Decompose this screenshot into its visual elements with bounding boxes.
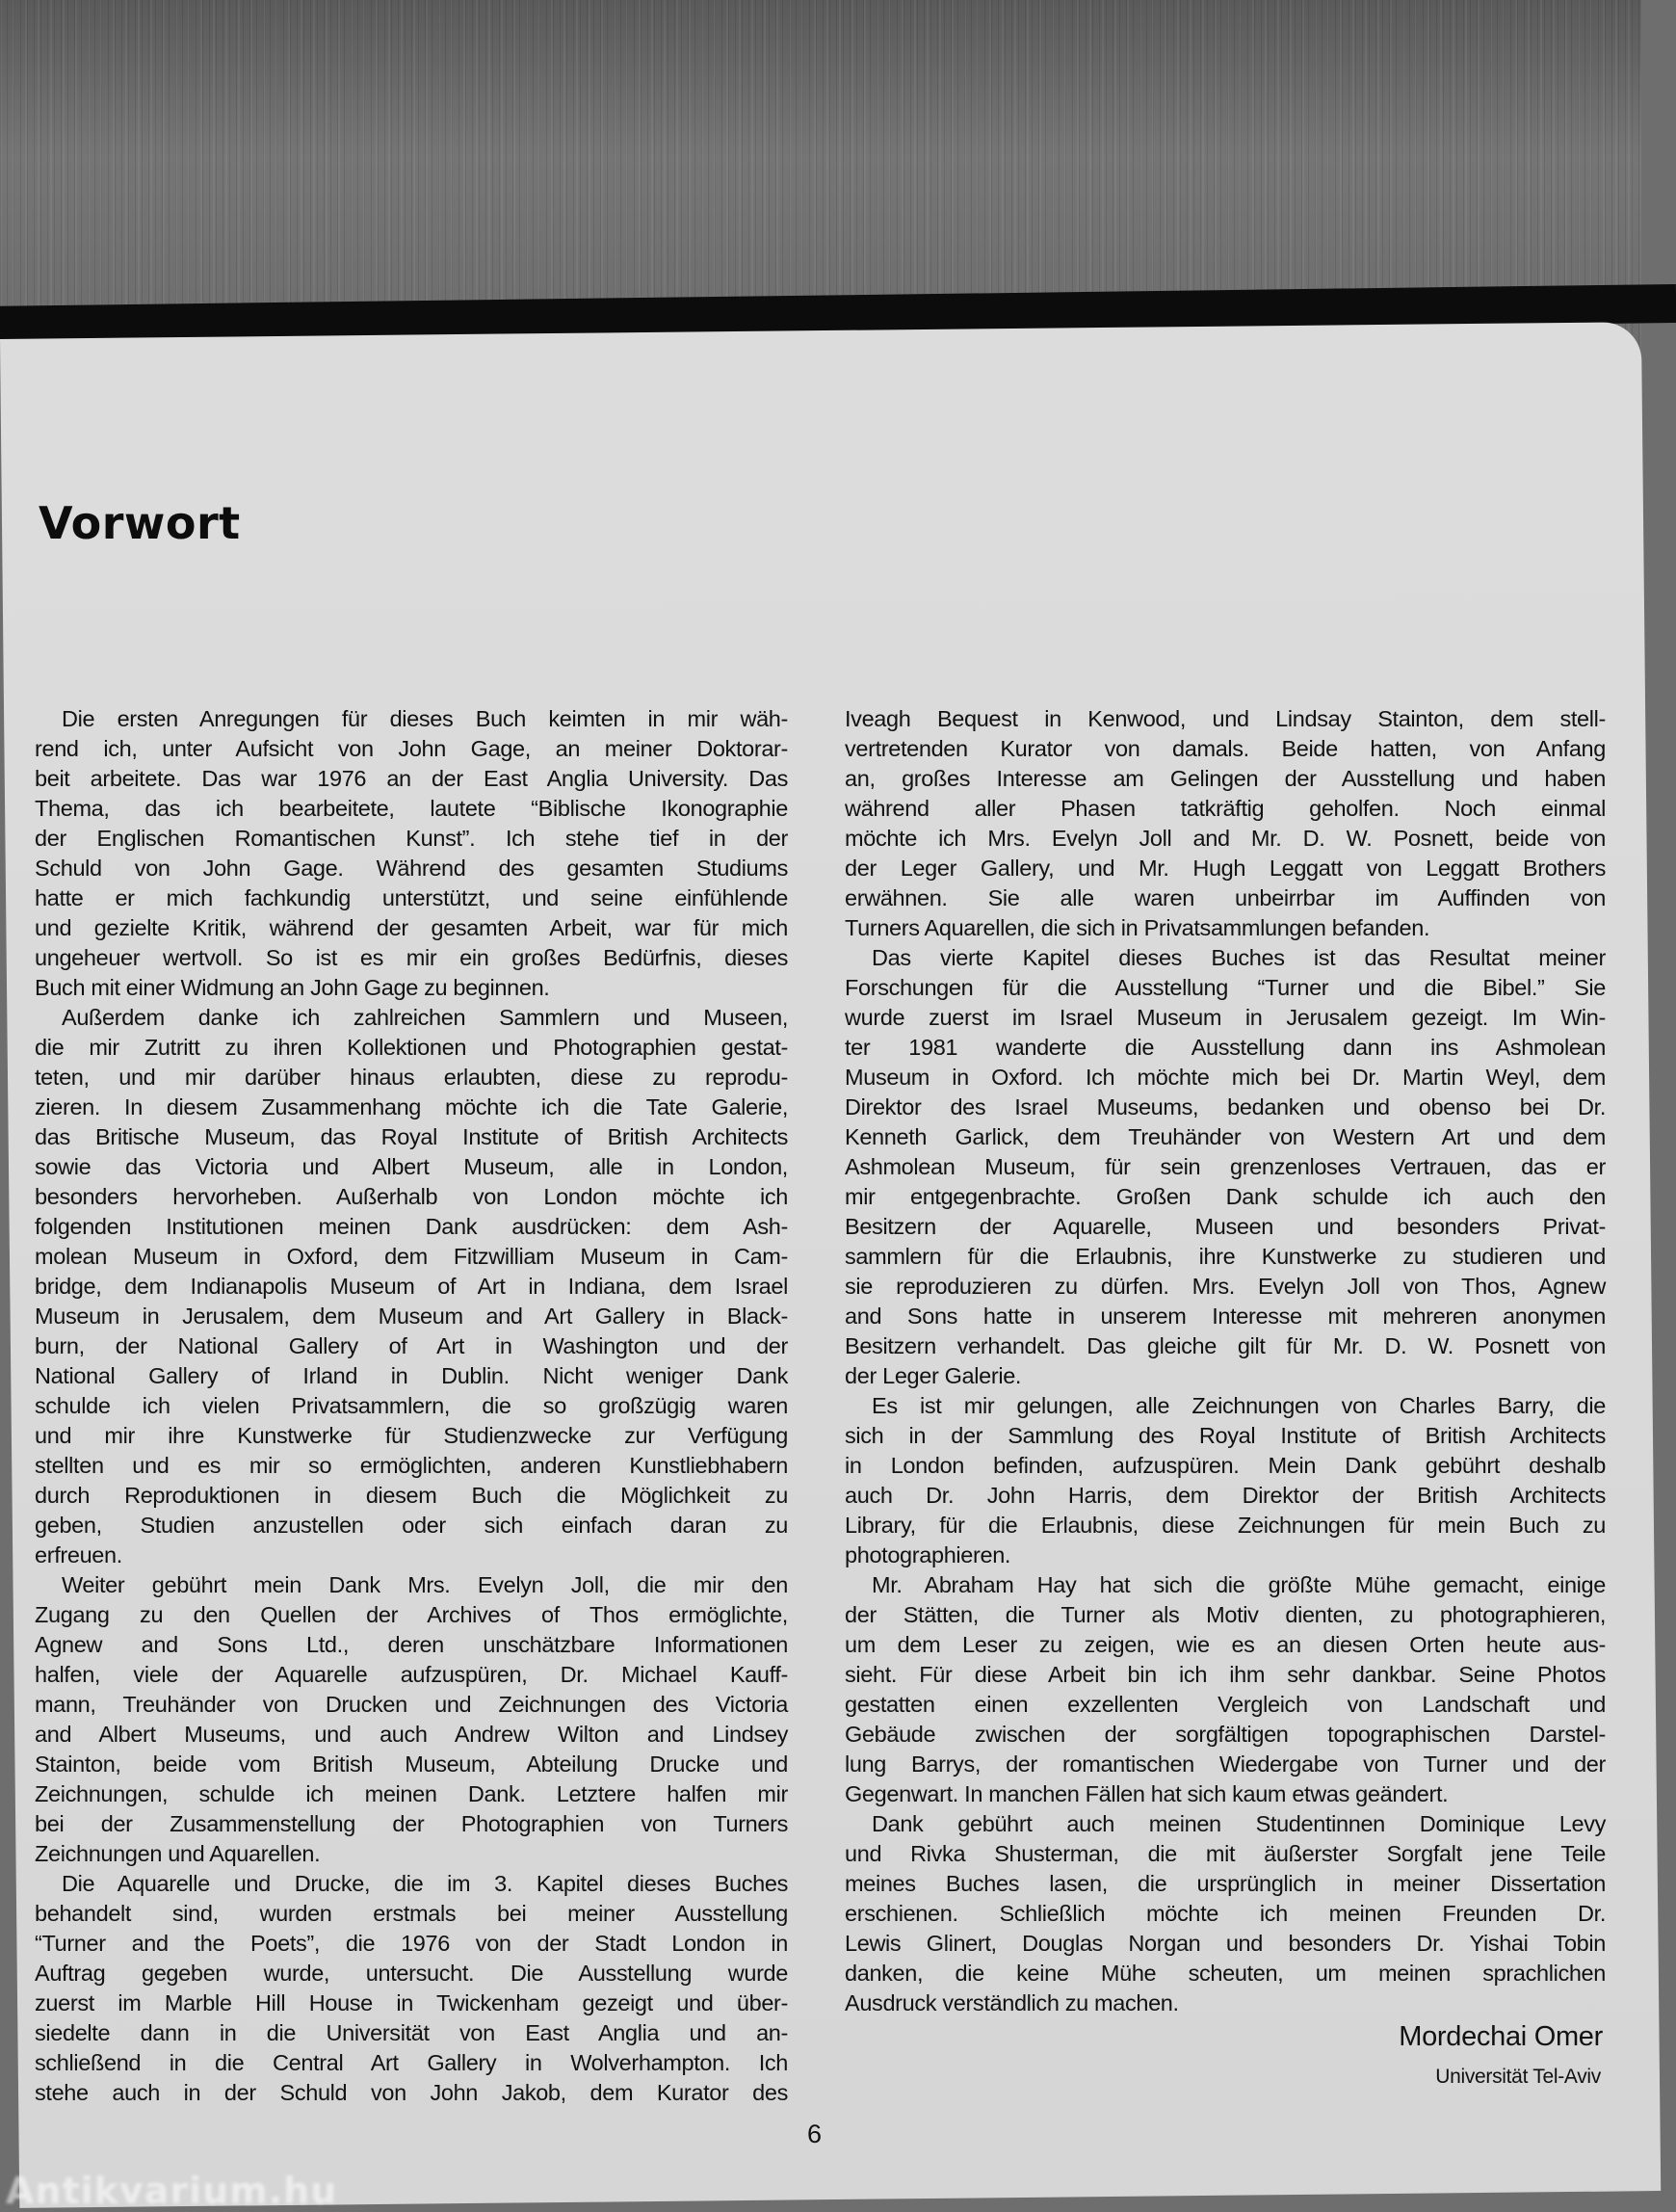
text-line: Schuld von John Gage. Während des gesamten Studiums xyxy=(35,856,788,881)
text-line: hatte er mich fachkundig unterstützt, und seine einfühlende xyxy=(35,885,788,910)
text-line: Zeichnungen, schulde ich meinen Dank. Letztere halfen mir xyxy=(35,1781,788,1806)
signature-name: Mordechai Omer xyxy=(1399,2021,1603,2052)
text-line: Ashmolean Museum, für sein grenzenloses Vertrauen, das er xyxy=(845,1154,1606,1179)
text-line: sowie das Victoria und Albert Museum, alle in London, xyxy=(35,1154,788,1179)
text-line: lung Barrys, der romantischen Wiedergabe von Turner und der xyxy=(845,1751,1606,1777)
text-line: “Turner and the Poets”, die 1976 von der Stadt London in xyxy=(35,1931,788,1956)
text-line: in London befinden, aufzuspüren. Mein Dank gebührt deshalb xyxy=(845,1453,1606,1478)
text-line: Agnew and Sons Ltd., deren unschätzbare Informationen xyxy=(35,1632,788,1657)
text-line: teten, und mir darüber hinaus erlaubten, diese zu reprodu- xyxy=(35,1065,788,1090)
text-line: Lewis Glinert, Douglas Norgan und besonders Dr. Yishai Tobin xyxy=(845,1931,1606,1956)
text-line: Es ist mir gelungen, alle Zeichnungen von Charles Barry, die xyxy=(872,1393,1606,1418)
text-line: molean Museum in Oxford, dem Fitzwilliam Museum in Cam- xyxy=(35,1244,788,1269)
text-line: erschienen. Schließlich möchte ich meinen Freunden Dr. xyxy=(845,1901,1606,1926)
text-line: Besitzern der Aquarelle, Museen und besonders Privat- xyxy=(845,1214,1606,1239)
text-line: Iveagh Bequest in Kenwood, und Lindsay Stainton, dem stell- xyxy=(845,706,1606,731)
text-line: beit arbeitete. Das war 1976 an der East Anglia University. Das xyxy=(35,766,788,791)
text-line: an, großes Interesse am Gelingen der Ausstellung und haben xyxy=(845,766,1606,791)
page-number: 6 xyxy=(807,2120,823,2148)
text-line: Mr. Abraham Hay hat sich die größte Mühe gemacht, einige xyxy=(872,1572,1606,1597)
text-line: Außerdem danke ich zahlreichen Sammlern und Museen, xyxy=(62,1005,788,1030)
text-line: ungeheuer wertvoll. So ist es mir ein großes Bedürfnis, dieses xyxy=(35,945,788,970)
text-line: mir entgegenbrachte. Großen Dank schulde ich auch den xyxy=(845,1184,1606,1209)
text-line: bei der Zusammenstellung der Photographien von Turners xyxy=(35,1811,788,1836)
text-line: rend ich, unter Aufsicht von John Gage, an meiner Doktorar- xyxy=(35,736,788,761)
text-line: der Stätten, die Turner als Motiv dienten, zu photographieren, xyxy=(845,1602,1606,1627)
text-line: Library, für die Erlaubnis, diese Zeichnungen für mein Buch zu xyxy=(845,1513,1606,1538)
text-line: während aller Phasen tatkräftig geholfen. Noch einmal xyxy=(845,796,1606,821)
signature-affiliation: Universität Tel-Aviv xyxy=(1435,2066,1601,2088)
text-line: National Gallery of Irland in Dublin. Nicht weniger Dank xyxy=(35,1363,788,1388)
text-line: behandelt sind, wurden erstmals bei meiner Ausstellung xyxy=(35,1901,788,1926)
page-title: Vorwort xyxy=(39,497,241,549)
text-line: halfen, viele der Aquarelle aufzuspüren, Dr. Michael Kauff- xyxy=(35,1662,788,1687)
text-line: wurde zuerst im Israel Museum in Jerusalem gezeigt. Im Win- xyxy=(845,1005,1606,1030)
text-line: burn, der National Gallery of Art in Washington und der xyxy=(35,1333,788,1358)
text-line: siedelte dann in die Universität von East Anglia und an- xyxy=(35,2020,788,2045)
text-line: Die Aquarelle und Drucke, die im 3. Kapitel dieses Buches xyxy=(62,1871,788,1896)
text-line: der Leger Gallery, und Mr. Hugh Leggatt von Leggatt Brothers xyxy=(845,856,1606,881)
text-line: photographieren. xyxy=(845,1542,1011,1567)
text-line: and Sons hatte in unserem Interesse mit mehreren anonymen xyxy=(845,1304,1606,1329)
text-line: möchte ich Mrs. Evelyn Joll and Mr. D. W. Posnett, beide von xyxy=(845,826,1606,851)
text-line: Thema, das ich bearbeitete, lautete “Biblische Ikonographie xyxy=(35,796,788,821)
text-line: sammlern für die Erlaubnis, ihre Kunstwerke zu studieren und xyxy=(845,1244,1606,1269)
text-line: das Britische Museum, das Royal Institute of British Architects xyxy=(35,1124,788,1149)
text-line: erfreuen. xyxy=(35,1542,122,1567)
text-line: Buch mit einer Widmung an John Gage zu beginnen. xyxy=(35,975,550,1000)
text-line: Forschungen für die Ausstellung “Turner und die Bibel.” Sie xyxy=(845,975,1606,1000)
text-line: Das vierte Kapitel dieses Buches ist das Resultat meiner xyxy=(872,945,1606,970)
text-line: meines Buches lasen, die ursprünglich in meiner Dissertation xyxy=(845,1871,1606,1896)
text-line: Gegenwart. In manchen Fällen hat sich kaum etwas geändert. xyxy=(845,1781,1449,1806)
text-line: schulde ich vielen Privatsammlern, die so großzügig waren xyxy=(35,1393,788,1418)
text-line: ter 1981 wanderte die Ausstellung dann ins Ashmolean xyxy=(845,1035,1606,1060)
text-line: vertretenden Kurator von damals. Beide hatten, von Anfang xyxy=(845,736,1606,761)
text-line: um dem Leser zu zeigen, wie es an diesen Orten heute aus- xyxy=(845,1632,1606,1657)
text-line: schließend in die Central Art Gallery in Wolverhampton. Ich xyxy=(35,2050,788,2075)
text-line: Ausdruck verständlich zu machen. xyxy=(845,1990,1179,2015)
text-line: geben, Studien anzustellen oder sich einfach daran zu xyxy=(35,1513,788,1538)
text-line: bridge, dem Indianapolis Museum of Art in Indiana, dem Israel xyxy=(35,1274,788,1299)
watermark: Antikvarium.hu xyxy=(6,2170,338,2212)
text-line: Direktor des Israel Museums, bedanken und obenso bei Dr. xyxy=(845,1094,1606,1119)
text-line: stehe auch in der Schuld von John Jakob, dem Kurator des xyxy=(35,2080,788,2105)
text-line: zuerst im Marble Hill House in Twickenham gezeigt und über- xyxy=(35,1990,788,2015)
text-line: Besitzern verhandelt. Das gleiche gilt für Mr. D. W. Posnett von xyxy=(845,1333,1606,1358)
text-line: folgenden Institutionen meinen Dank ausdrücken: dem Ash- xyxy=(35,1214,788,1239)
text-line: mann, Treuhänder von Drucken und Zeichnungen des Victoria xyxy=(35,1692,788,1717)
text-line: und gezielte Kritik, während der gesamten Arbeit, war für mich xyxy=(35,915,788,940)
text-line: Die ersten Anregungen für dieses Buch keimten in mir wäh- xyxy=(62,706,788,731)
text-line: Zeichnungen und Aquarellen. xyxy=(35,1841,321,1866)
text-line: sich in der Sammlung des Royal Institute of British Architects xyxy=(845,1423,1606,1448)
text-line: und mir ihre Kunstwerke für Studienzwecke zur Verfügung xyxy=(35,1423,788,1448)
text-line: die mir Zutritt zu ihren Kollektionen und Photographien gestat- xyxy=(35,1035,788,1060)
text-line: auch Dr. John Harris, dem Direktor der British Architects xyxy=(845,1483,1606,1508)
text-column-left xyxy=(35,704,788,2108)
text-line: stellten und es mir so ermöglichten, anderen Kunstliebhabern xyxy=(35,1453,788,1478)
text-line: durch Reproduktionen in diesem Buch die Möglichkeit zu xyxy=(35,1483,788,1508)
text-line: Museum in Jerusalem, dem Museum and Art Gallery in Black- xyxy=(35,1304,788,1329)
text-column-right xyxy=(845,704,1606,2018)
text-line: Turners Aquarellen, die sich in Privatsammlungen befanden. xyxy=(845,915,1430,940)
text-line: and Albert Museums, und auch Andrew Wilton and Lindsey xyxy=(35,1722,788,1747)
text-line: und Rivka Shusterman, die mit äußerster Sorgfalt jene Teile xyxy=(845,1841,1606,1866)
text-line: Auftrag gegeben wurde, untersucht. Die Ausstellung wurde xyxy=(35,1961,788,1986)
text-line: danken, die keine Mühe scheuten, um meinen sprachlichen xyxy=(845,1961,1606,1986)
text-line: erwähnen. Sie alle waren unbeirrbar im Auffinden von xyxy=(845,885,1606,910)
text-line: gestatten einen exzellenten Vergleich von Landschaft und xyxy=(845,1692,1606,1717)
text-line: besonders hervorheben. Außerhalb von London möchte ich xyxy=(35,1184,788,1209)
text-line: Stainton, beide vom British Museum, Abteilung Drucke und xyxy=(35,1751,788,1777)
text-line: zieren. In diesem Zusammenhang möchte ich die Tate Galerie, xyxy=(35,1094,788,1119)
text-line: Gebäude zwischen der sorgfältigen topographischen Darstel- xyxy=(845,1722,1606,1747)
text-line: Dank gebührt auch meinen Studentinnen Dominique Levy xyxy=(872,1811,1606,1836)
text-line: sieht. Für diese Arbeit bin ich ihm sehr dankbar. Seine Photos xyxy=(845,1662,1606,1687)
text-line: Weiter gebührt mein Dank Mrs. Evelyn Joll, die mir den xyxy=(62,1572,788,1597)
text-line: Museum in Oxford. Ich möchte mich bei Dr. Martin Weyl, dem xyxy=(845,1065,1606,1090)
text-line: Zugang zu den Quellen der Archives of Thos ermöglichte, xyxy=(35,1602,788,1627)
text-line: Kenneth Garlick, dem Treuhänder von Western Art und dem xyxy=(845,1124,1606,1149)
text-line: sie reproduzieren zu dürfen. Mrs. Evelyn Joll von Thos, Agnew xyxy=(845,1274,1606,1299)
text-line: der Leger Galerie. xyxy=(845,1363,1022,1388)
text-line: der Englischen Romantischen Kunst”. Ich stehe tief in der xyxy=(35,826,788,851)
